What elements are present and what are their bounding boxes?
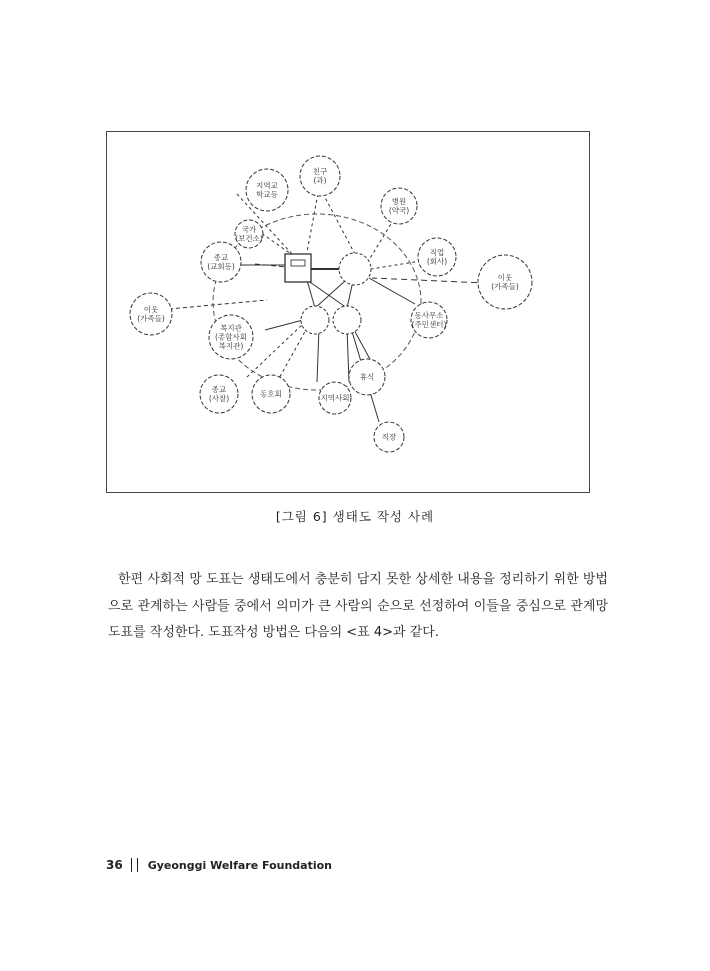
node-church [201, 242, 241, 282]
node-dong [411, 302, 447, 338]
node-label: 이웃 (가족들) [137, 305, 165, 323]
figure-caption: [그림 6] 생태도 작성 사례 [275, 509, 435, 524]
page-footer [106, 858, 332, 872]
page-number: 36 [106, 858, 123, 872]
body-paragraph-container [108, 567, 608, 647]
node-welfare [209, 315, 253, 359]
footer-org-name: Gyeonggi Welfare Foundation [147, 858, 332, 872]
node-nation [235, 220, 263, 248]
node-friend [300, 156, 340, 196]
node-label: 복지관 (종합사회 복지관) [215, 323, 247, 351]
family-member-inner-a [339, 253, 371, 285]
family-member-inner-b [301, 306, 329, 334]
node-work [374, 422, 404, 452]
ecomap-figure [106, 131, 590, 493]
node-relatives [130, 293, 172, 335]
node-club [252, 375, 290, 413]
node-school [246, 169, 288, 211]
nodes-layer [130, 156, 532, 452]
node-social [319, 382, 351, 414]
node-temple [200, 375, 238, 413]
node-label: 직장 [381, 432, 397, 442]
node-label: 휴식 [359, 372, 375, 382]
node-label: 종교 (사찰) [208, 385, 230, 403]
node-neighbor [478, 255, 532, 309]
node-label: 국가 (보건소) [235, 225, 263, 243]
node-label: 종교 (교회등) [207, 253, 235, 271]
body-paragraph: 한편 사회적 망 도표는 생태도에서 충분히 담지 못한 상세한 내용을 정리하기 위한 방법으로 관계하는 사람들 중에서 의미가 큰 사람의 순으로 선정하여 이들을 중심으로 관계망 도표를 작성한다. 도표작성 방법은 다음의 <표 4>과 같다. [108, 572, 608, 640]
node-label: 지역교 학교등 [256, 181, 278, 199]
node-hospital [381, 188, 417, 224]
node-label: 직업 (회사) [426, 248, 448, 266]
node-rest [349, 359, 385, 395]
footer-separator [131, 858, 138, 872]
node-label: 병원 (약국) [388, 197, 410, 215]
node-parttime [418, 238, 456, 276]
node-label: 지역사회 [320, 393, 350, 403]
node-label: 동사무소 (주민센터) [411, 311, 447, 329]
node-label: 이웃 (가족들) [491, 273, 519, 291]
family-member-inner-c [333, 306, 361, 334]
node-label: 동호회 [260, 389, 282, 399]
ecomap-diagram [107, 132, 591, 494]
node-label: 친구 (과) [312, 167, 328, 185]
family-box [285, 254, 311, 282]
